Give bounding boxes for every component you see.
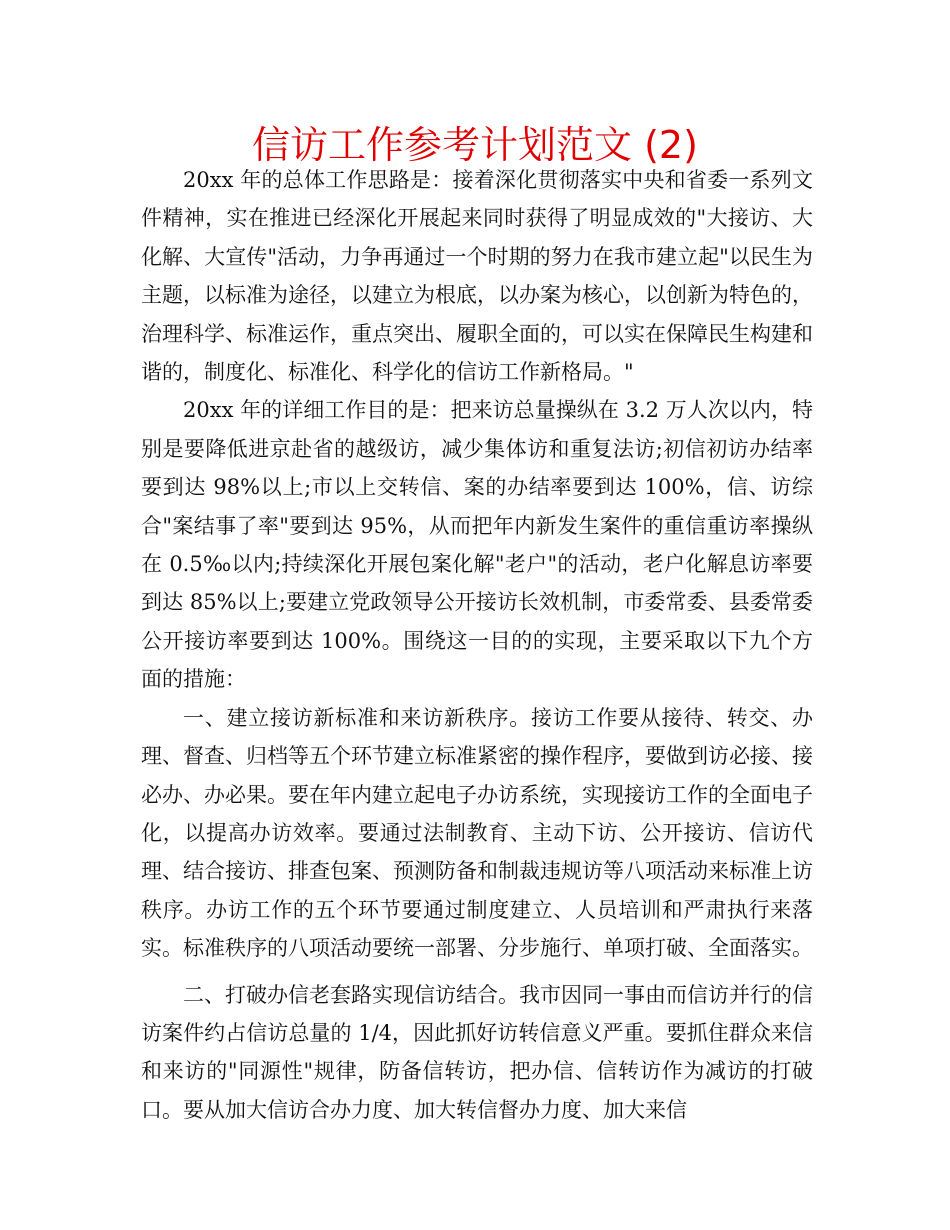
paragraph-overall-approach: 20xx 年的总体工作思路是：接着深化贯彻落实中央和省委一系列文件精神，实在推进已经深化开展起来同时获得了明显成效的"大接访、大化解、大宣传"活动，力争再通过一个时期的努力在我市建立起"以民生为主题，以标准为途径，以建立为根底，以办案为核心，以创新为特色的，治理科学、标准运作，重点突出、履职全面的，可以实在保障民生构建和谐的，制度化、标准化、科学化的信访工作新格局。" (141, 168, 813, 385)
paragraph-measure-one: 一、建立接访新标准和来访新秩序。接访工作要从接待、转交、办理、督查、归档等五个环节建立标准紧密的操作程序，要做到访必接、接必办、办必果。要在年内建立起电子办访系统，实现接访工作的全面电子化，以提高办访效率。要通过法制教育、主动下访、公开接访、信访代理、结合接访、排查包案、预测防备和制裁违规访等八项活动来标准上访秩序。办访工作的五个环节要通过制度建立、人员培训和严肃执行来落实。标准秩序的八项活动要统一部署、分步施行、单项打破、全面落实。 (141, 705, 813, 961)
document-body (141, 161, 813, 1129)
paragraph-measure-two: 二、打破办信老套路实现信访结合。我市因同一事由而信访并行的信访案件约占信访总量的 1/4，因此抓好访转信意义严重。要抓住群众来信和来访的"同源性"规律，防备信转访，把办信、信转访作为减访的打破口。要从加大信访合办力度、加大转信督办力度、加大来信 (141, 982, 813, 1122)
paragraph-detailed-goals: 20xx 年的详细工作目的是：把来访总量操纵在 3.2 万人次以内，特别是要降低进京赴省的越级访，减少集体访和重复法访;初信初访办结率要到达 98%以上;市以上交转信、案的办结率要到达 100%，信、访综合"案结事了率"要到达 95%，从而把年内新发生案件的重信重访率操纵在 0.5‰以内;持续深化开展包案化解"老户"的活动，老户化解息访率要到达 85%以上;要建立党政领导公开接访长效机制，市委常委、县委常委公开接访率要到达 100%。围绕这一目的的实现，主要采取以下九个方面的措施： (141, 398, 813, 692)
document-title: 信访工作参考计划范文 (2) (252, 123, 698, 167)
